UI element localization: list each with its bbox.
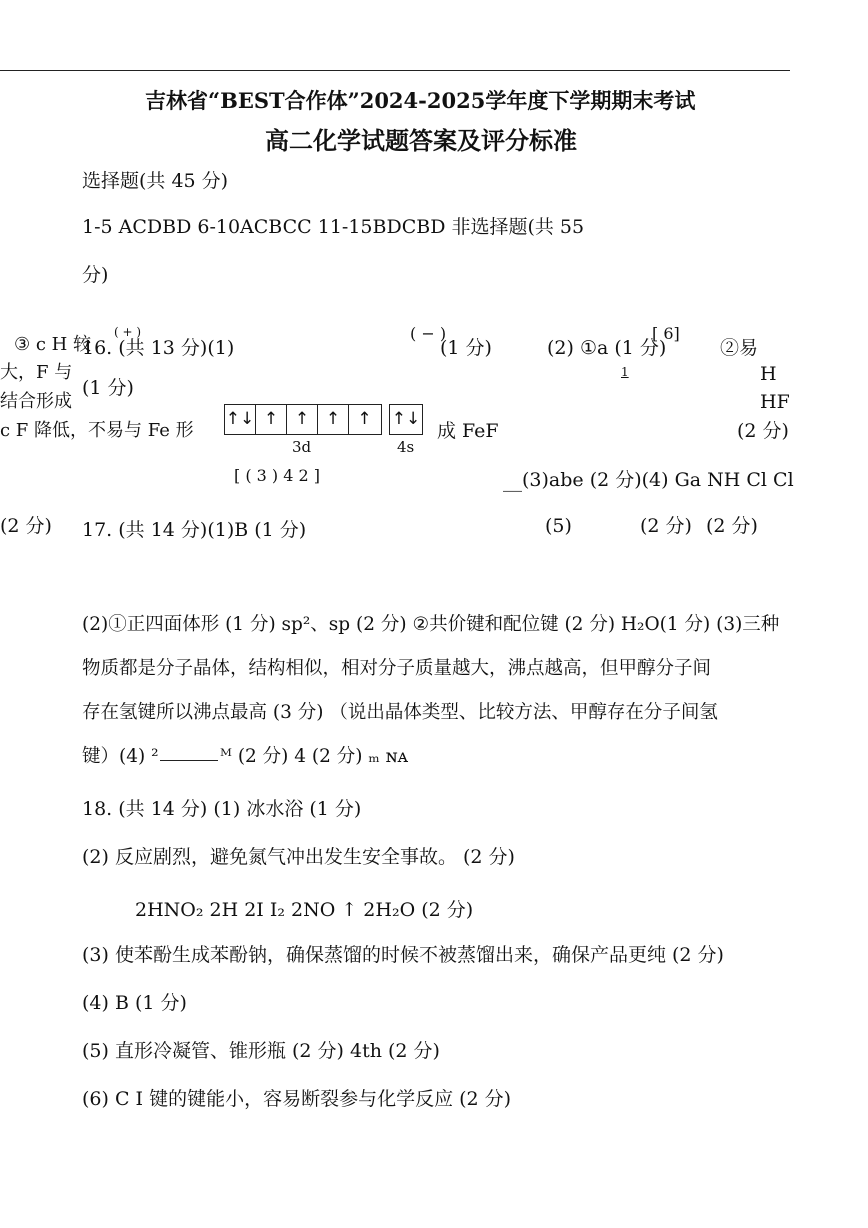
q18-line-6: (6) C I 键的键能小，容易断裂参与化学反应 (2 分) <box>82 1088 512 1110</box>
q16-margin-line-2: 大，F 与 <box>0 362 73 383</box>
q17-label: 17. (共 14 分)(1)B (1 分) <box>82 519 307 541</box>
choice-answers: 1-5 ACDBD 6-10ACBCC 11-15BDCBD 非选择题(共 55 <box>82 216 585 238</box>
q18-line-2: (2) 反应剧烈，避免氮气冲出发生安全事故。 (2 分) <box>82 846 515 868</box>
q17-part-5: (5) <box>545 515 572 537</box>
q16-part-2-easy: ②易 <box>720 337 759 359</box>
q17-line-4b: ᴹ (2 分) 4 (2 分) ₘ ɴᴀ <box>220 746 409 767</box>
q16-label: 16. (共 13 分)(1) <box>82 337 235 359</box>
q16-margin-line-4: c F 降低，不易与 Fe 形 <box>0 420 194 441</box>
q16-form-FeF: 成 FeF <box>437 420 499 442</box>
orbital-4s-label: 4s <box>397 438 415 456</box>
q18-line-1: 18. (共 14 分) (1) 冰水浴 (1 分) <box>82 798 362 820</box>
q16-fraction-1: 1 <box>621 365 629 379</box>
top-rule <box>0 70 790 71</box>
choice-answers-tail: 分) <box>82 264 109 286</box>
q18-line-5: (5) 直形冷凝管、锥形瓶 (2 分) 4th (2 分) <box>82 1040 440 1062</box>
orbital-4s-cell: ↑↓ <box>391 409 421 429</box>
choice-label: 选择题(共 45 分) <box>82 170 229 192</box>
q17-left-score: (2 分) <box>0 515 52 537</box>
q16-part-2: (2) ①a (1 分) <box>547 337 667 359</box>
orbital-4s-box <box>389 404 423 435</box>
q16-plus-mark: ( + ) <box>114 325 142 339</box>
q16-right-H: H <box>760 363 777 385</box>
q17-score-b: (2 分) <box>706 515 758 537</box>
page-title: 吉林省“BEST合作体”2024-2025学年度下学期期末考试 <box>145 88 696 113</box>
orbital-3d-cell: ↑ <box>287 405 318 434</box>
orbital-3d-cell: ↑ <box>256 405 287 434</box>
q16-right-HF: HF <box>760 391 790 413</box>
q16-minus-mark: ( − ) <box>410 324 447 343</box>
q16-margin-line-1: ③ c H 较 <box>14 334 92 355</box>
orbital-3d-cell: ↑↓ <box>225 405 256 434</box>
orbital-3d-cell: ↑ <box>318 405 349 434</box>
q18-line-4: (4) B (1 分) <box>82 992 187 1014</box>
q17-line-1: (2)①正四面体形 (1 分) sp²、sp (2 分) ②共价键和配位键 (2 分) H₂O(1 分) (3)三种 <box>82 614 780 635</box>
q17-fraction-bar <box>160 760 218 761</box>
q16-part-3-4: (3)abe (2 分)(4) Ga NH Cl Cl <box>522 469 794 491</box>
q16-underscore: __ <box>503 470 522 492</box>
q16-score-1b: (1 分) <box>82 377 134 399</box>
orbital-3d-label: 3d <box>292 438 312 456</box>
q17-line-3: 存在氢键所以沸点最高 (3 分) （说出晶体类型、比较方法、甲醇存在分子间氢 <box>82 702 718 723</box>
q16-margin-line-3: 结合形成 <box>0 391 72 412</box>
q16-score-2: (2 分) <box>737 420 789 442</box>
orbital-3d-box <box>224 404 382 435</box>
q18-line-3: (3) 使苯酚生成苯酚钠，确保蒸馏的时候不被蒸馏出来，确保产品更纯 (2 分) <box>82 944 724 966</box>
orbital-3d-cell: ↑ <box>357 409 372 429</box>
q16-bracket-6: [ 6] <box>652 324 680 343</box>
page-subtitle: 高二化学试题答案及评分标准 <box>265 126 577 155</box>
q17-line-2: 物质都是分子晶体，结构相似，相对分子质量越大，沸点越高，但甲醇分子间 <box>82 658 712 679</box>
q17-line-4a: 键）(4) ² <box>82 746 159 767</box>
q17-score-a: (2 分) <box>640 515 692 537</box>
q16-complex: [ ( 3 ) 4 2 ] <box>234 466 321 485</box>
q16-score-1: (1 分) <box>440 337 492 359</box>
q18-equation: 2HNO₂ 2H 2I I₂ 2NO ↑ 2H₂O (2 分) <box>135 899 474 921</box>
